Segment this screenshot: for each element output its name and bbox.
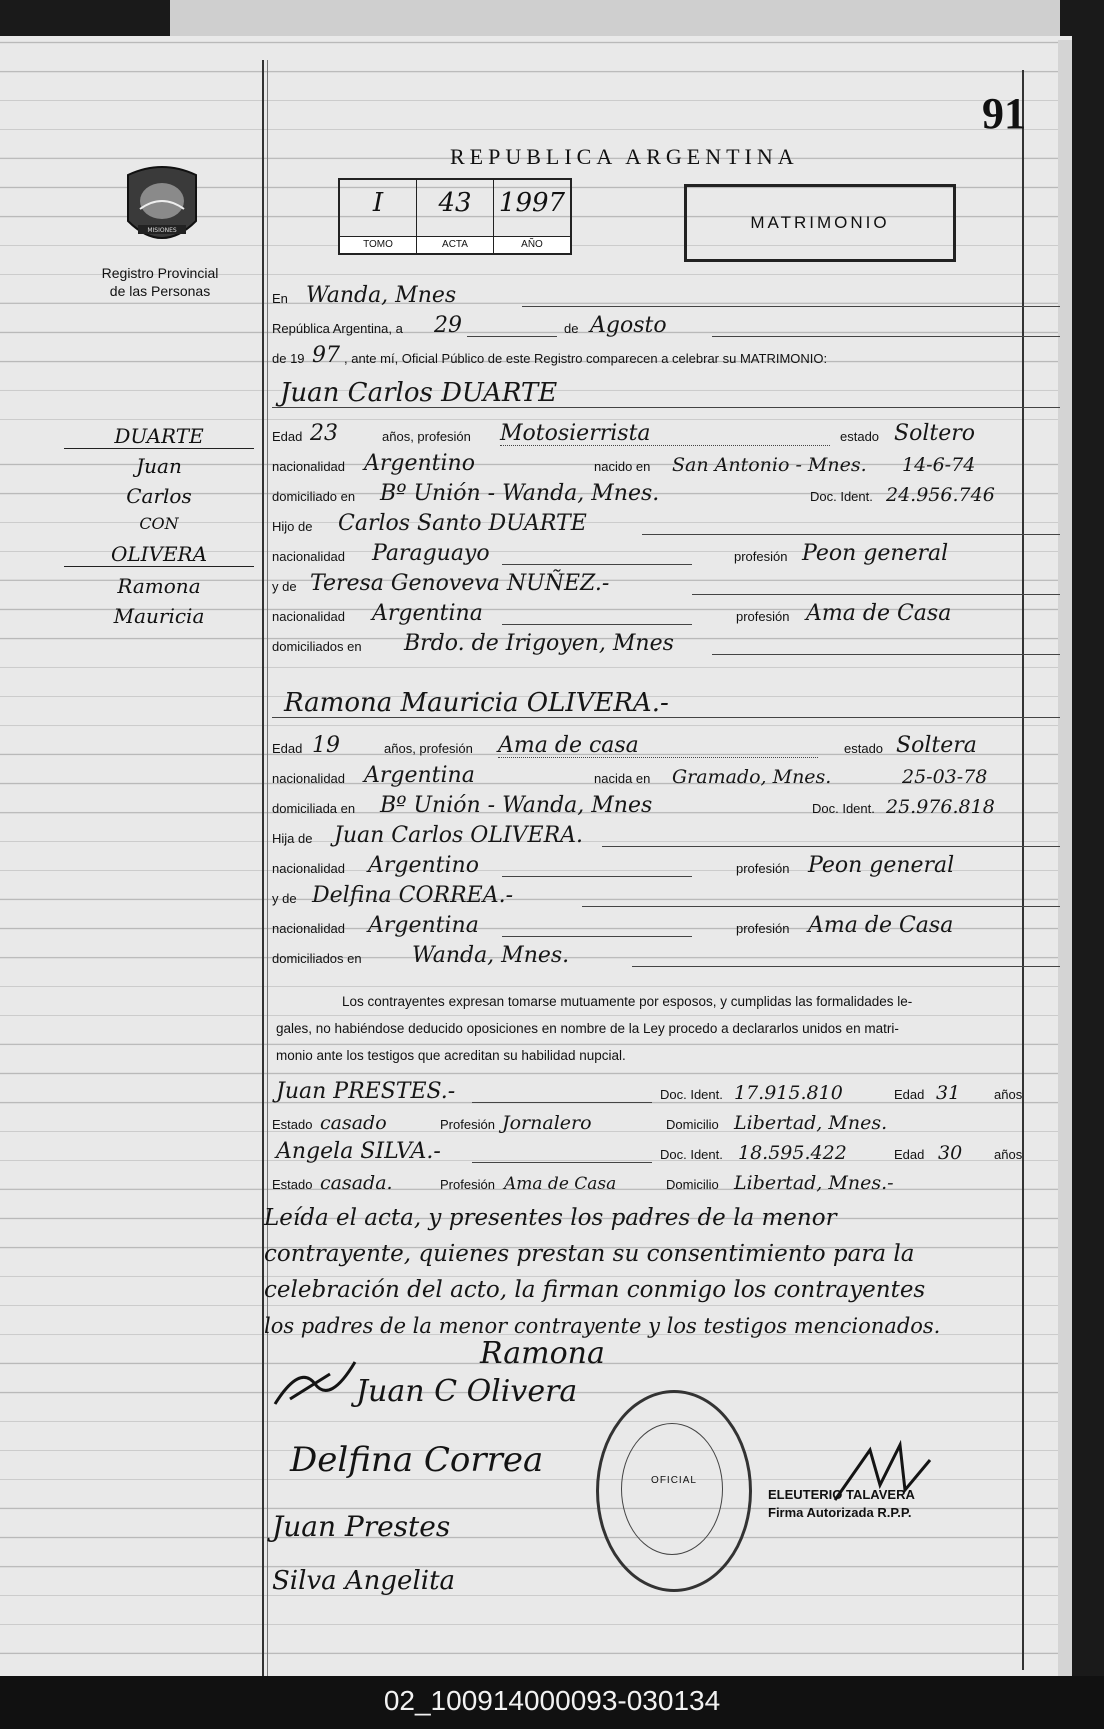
groom-father-nationality: Paraguayo [372,541,490,566]
groom-mother-row: y de Teresa Genoveva NUÑEZ.- [272,570,1060,600]
officer-name: ELEUTERIO TALAVERA [768,1487,915,1502]
ano-cell [494,180,570,253]
margin-surname-2: OLIVERA [64,542,254,567]
declaration-paragraph [276,988,1026,1069]
groom-name: Juan Carlos DUARTE [280,378,558,408]
page-edge [1058,40,1072,1676]
bride-mother-row: y de Delfina CORREA.- [272,882,1060,912]
official-seal [596,1390,752,1592]
record-type-box: MATRIMONIO [684,184,956,262]
bride-profession: Ama de casa [498,733,639,758]
margin-name-ramona: Ramona [117,574,201,598]
bride-birthplace: Gramado, Mnes. [672,766,832,788]
seal-text: OFICIAL [651,1475,697,1486]
declaration-line-2: gales, no habiéndose deducido oposiciones en nombre de la Ley procedo a declararlos unidos en matri- [276,1021,899,1036]
groom-father-row: Hijo de Carlos Santo DUARTE [272,510,1060,540]
witness2-profession: Ama de Casa [504,1174,617,1194]
bride-address-row: domiciliada en Bº Unión - Wanda, Mnes Doc. Ident. 25.976.818 [272,793,995,818]
groom-age: 23 [310,421,338,446]
margin-rule [262,60,264,1676]
groom-parents-address: Brdo. de Irigoyen, Mnes [404,631,674,656]
bride-father-nat-row: nacionalidad Argentino profesión Peon general [272,853,955,878]
bride-doc: 25.976.818 [886,796,995,818]
witness2-status: casada. [320,1172,393,1194]
registry-line-2: de las Personas [109,283,211,299]
groom-address: Bº Unión - Wanda, Mnes. [380,481,660,506]
groom-status: Soltero [894,421,975,446]
bride-father-profession: Peon general [808,853,955,878]
bride-name: Ramona Mauricia OLIVERA.- [284,688,669,718]
margin-name-carlos: Carlos [126,484,192,508]
witness1-age: 31 [936,1082,961,1104]
groom-father: Carlos Santo DUARTE [338,511,587,536]
ano-label: AÑO [494,236,570,253]
bride-age-row: Edad 19 años, profesión Ama de casa estado Soltera [272,733,977,758]
witness2-name-row: Angela SILVA.- Doc. Ident. 18.595.422 Edad 30 años [276,1139,1023,1164]
tomo-cell [340,180,417,253]
margin-rule-secondary [267,60,268,1676]
bride-mother: Delfina CORREA.- [312,883,514,908]
observation-line-4: los padres de la menor contrayente y los testigos mencionados. [264,1314,941,1338]
day-value: 29 [434,313,462,338]
registry-line-1: Registro Provincial [101,265,219,281]
margin-con: CON [139,514,179,533]
witness2-age: 30 [938,1142,963,1164]
tomo-acta-ano-box [338,178,572,255]
groom-name-row [272,372,1060,410]
groom-birthplace: San Antonio - Mnes. [672,454,867,476]
signature-delfina: Delfina Correa [290,1440,544,1480]
observations [264,1200,1044,1344]
witness2-detail-row: Estado casada. Profesión Ama de Casa Domicilio Libertad, Mnes.- [272,1172,894,1194]
bride-mother-nat-row: nacionalidad Argentina profesión Ama de Casa [272,913,954,938]
officer-title: Firma Autorizada R.P.P. [768,1505,912,1520]
bride-status: Soltera [896,733,977,758]
groom-profession: Motosierrista [500,421,651,446]
observation-line-2: contrayente, quienes prestan su consentimiento para la [264,1241,915,1267]
witness1-name-row: Juan PRESTES.- Doc. Ident. 17.915.810 Edad 31 años [276,1079,1023,1104]
bride-mother-profession: Ama de Casa [808,913,954,938]
groom-mother-nationality: Argentina [372,601,483,626]
witness1-name: Juan PRESTES.- [276,1079,456,1104]
witness2-name: Angela SILVA.- [276,1139,441,1164]
margin-name-juan: Juan [136,454,182,478]
bride-address: Bº Unión - Wanda, Mnes [380,793,653,818]
bride-father: Juan Carlos OLIVERA. [334,823,584,848]
witness2-address: Libertad, Mnes.- [734,1172,894,1194]
registry-name [80,264,240,300]
archive-code: 02_100914000093-030134 [0,1676,1104,1729]
observation-line-3: celebración del acto, la firman conmigo los contrayentes [264,1277,926,1303]
witness1-profession: Jornalero [502,1112,592,1134]
witness1-address: Libertad, Mnes. [734,1112,888,1134]
bride-father-nationality: Argentino [368,853,479,878]
bride-age: 19 [312,733,340,758]
year-row: de 19 97 , ante mí, Oficial Público de este Registro comparecen a celebrar su MATRIMONIO: [272,343,828,368]
bride-nationality-row: nacionalidad Argentina nacida en Gramado, Mnes. 25-03-78 [272,763,988,788]
place-value: Wanda, Mnes [306,283,457,308]
groom-mother-nat-row: nacionalidad Argentina profesión Ama de Casa [272,601,952,626]
groom-father-nat-row: nacionalidad Paraguayo profesión Peon general [272,541,949,566]
seal-inner-ring [621,1423,723,1555]
signature-ramona: Ramona [480,1336,605,1371]
groom-mother: Teresa Genoveva NUÑEZ.- [310,571,610,596]
ano-value: 1997 [498,188,566,218]
signature-scribble-icon [270,1354,360,1414]
page-number: 91 [982,89,1026,138]
groom-nationality-row: nacionalidad Argentino nacido en San Antonio - Mnes. 14-6-74 [272,451,976,476]
bride-name-row [272,680,1060,720]
groom-father-profession: Peon general [802,541,949,566]
acta-value: 43 [438,188,472,218]
acta-label: ACTA [417,236,493,253]
witness1-detail-row: Estado casado Profesión Jornalero Domicilio Libertad, Mnes. [272,1112,888,1134]
bride-parents-address-row: domiciliados en Wanda, Mnes. [272,942,1060,972]
witness1-doc: 17.915.810 [734,1082,843,1104]
signature-juan-prestes: Juan Prestes [272,1510,451,1543]
declaration-line-3: monio ante los testigos que acreditan su habilidad nupcial. [276,1048,626,1063]
bride-parents-address: Wanda, Mnes. [412,943,570,968]
page-title: REPUBLICA ARGENTINA [450,144,799,169]
groom-address-row: domiciliado en Bº Unión - Wanda, Mnes. Doc. Ident. 24.956.746 [272,481,995,506]
witness2-doc: 18.595.422 [738,1142,847,1164]
date-row: República Argentina, a 29 de Agosto [272,312,1060,342]
tomo-value: I [372,188,384,218]
groom-mother-profession: Ama de Casa [806,601,952,626]
bride-birthdate: 25-03-78 [902,766,988,788]
groom-nationality: Argentino [364,451,475,476]
margin-surname-1: DUARTE [64,424,254,449]
year-value: 97 [312,343,340,368]
groom-birthdate: 14-6-74 [902,454,976,476]
place-row: En Wanda, Mnes [272,282,1060,312]
witness1-status: casado [320,1112,387,1134]
month-value: Agosto [590,313,667,338]
declaration-line-1: Los contrayentes expresan tomarse mutuamente por esposos, y cumplidas las formalidades le- [342,994,913,1009]
officer-block [768,1486,915,1522]
margin-name-mauricia: Mauricia [113,604,205,628]
bride-nationality: Argentina [364,763,475,788]
signature-juan-olivera: Juan C Olivera [356,1374,578,1409]
bride-mother-nationality: Argentina [368,913,479,938]
svg-text:MISIONES: MISIONES [147,227,177,234]
observation-line-1: Leída el acta, y presentes los padres de la menor [264,1205,837,1231]
groom-doc: 24.956.746 [886,484,995,506]
groom-parents-address-row: domiciliados en Brdo. de Irigoyen, Mnes [272,630,1060,660]
bride-father-row: Hija de Juan Carlos OLIVERA. [272,822,1060,852]
coat-of-arms-icon [118,163,206,253]
tomo-label: TOMO [340,236,416,253]
signature-silva-angelita: Silva Angelita [272,1566,456,1596]
acta-cell [417,180,494,253]
groom-age-row: Edad 23 años, profesión Motosierrista estado Soltero [272,421,975,446]
